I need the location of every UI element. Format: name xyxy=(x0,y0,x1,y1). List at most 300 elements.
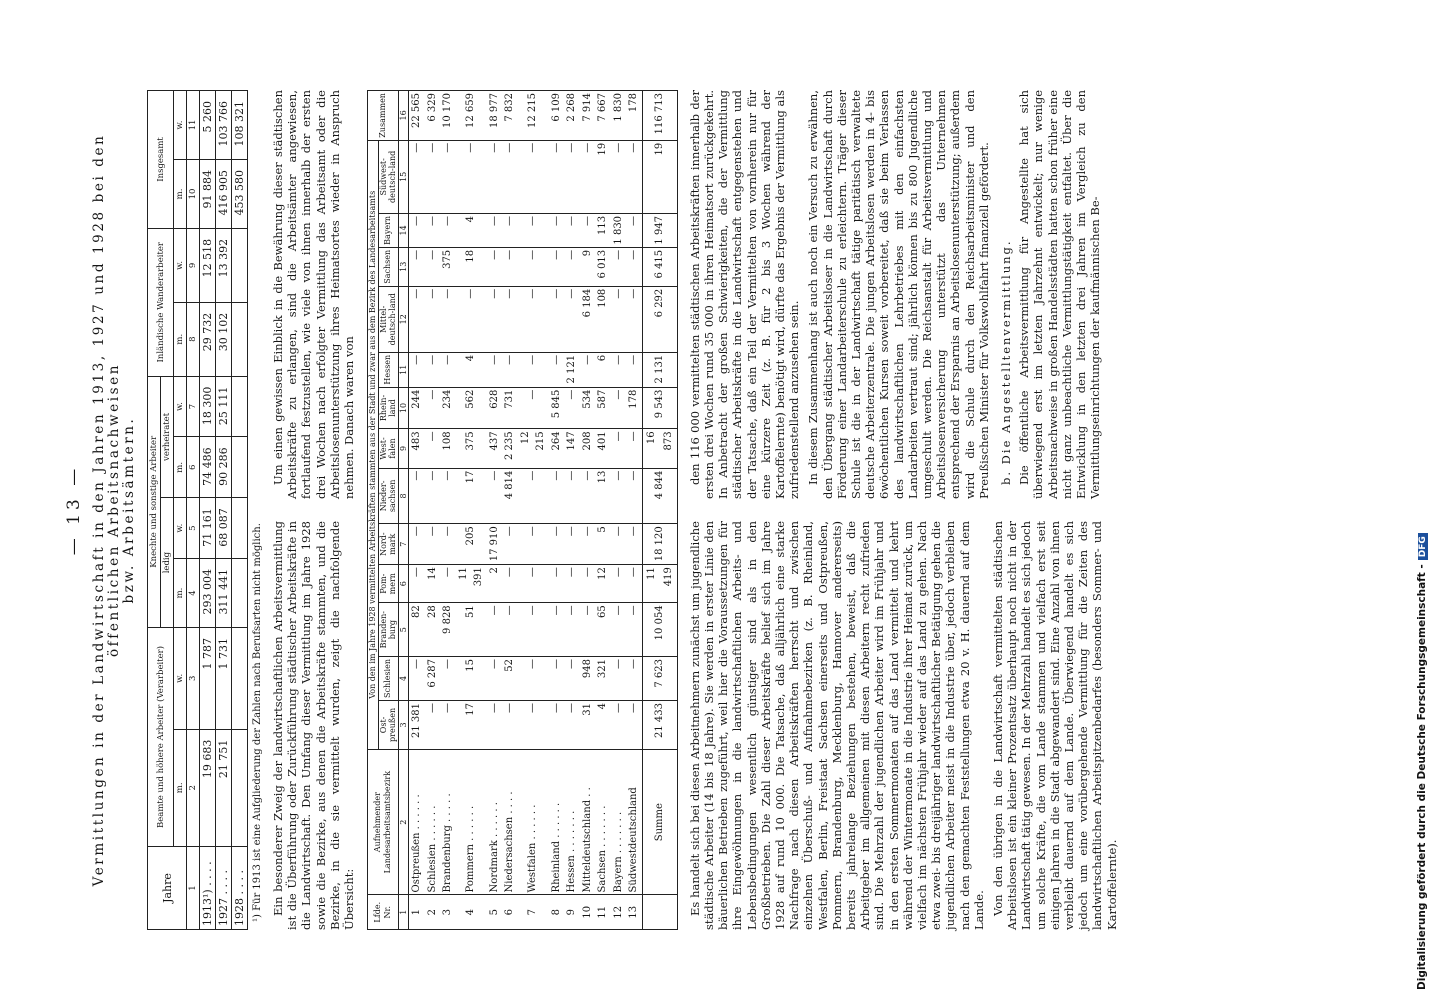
value-cell: — xyxy=(611,657,627,701)
value-cell: 90 286 xyxy=(216,437,232,498)
value-cell: 13 392 xyxy=(216,228,232,302)
rotated-page-content xyxy=(60,90,1390,930)
col-header-w: w. xyxy=(174,91,187,160)
row-number: 5 xyxy=(487,895,503,930)
value-cell: 562 xyxy=(456,387,487,429)
value-cell: 17 910 xyxy=(487,524,503,565)
col-header-insgesamt: Insgesamt xyxy=(148,91,174,229)
page-number: — 13 — xyxy=(64,464,84,556)
table-row xyxy=(564,91,580,930)
paragraph: Es handelt sich bei diesen Arbeitnehmern zunächst um jugendliche städtische Arbeiter (14 bis 18 Jahre). Sie werden in erster Linie den bäuerlichen Betrieben zugeführt, weil hier die Voraussetzungen für ihre Eingewöhnungen in die landwirtschaftlichen Arbeits- und Lebensbedingungen wesentlich günstiger sind als in den Großbetrieben. Die Zahl dieser Arbeitskräfte belief sich im Jahre 1928 auf rund 10 000. Die Tatsache, daß alljährlich eine starke Nachfrage nach diesen Arbeitskräften herrscht und zwischen einzelnen Überschuß- und Aufnahmebezirken (z. B. Rheinland, Westfalen, Berlin, Freistaat Sachsen einerseits und Ostpreußen, Pommern, Brandenburg, Mecklenburg, Hannover andererseits) bereits jahrelange Beziehungen bestehen, beweist, daß die Arbeitgeber im allgemeinen mit diesen Arbeitern recht zufrieden sind. Die Mehrzahl der jugendlichen Arbeiter wird im Frühjahr und in den ersten Sommermonaten auf das Land vermittelt und kehrt während der Wintermonate in die Industrie ihrer Heimat zurück, um vielfach im nächsten Frühjahr wieder auf das Land zu gehen. Nach etwa zwei- bis dreijähriger landwirtschaftlicher Betätigung gehen die jugendlichen Arbeiter meist in die Industrie über, jedoch verbleiben nach den gemachten Feststellungen etwa 20 v. H. dauernd auf dem Lande. xyxy=(687,521,986,930)
value-cell: — xyxy=(518,468,549,524)
body-text xyxy=(688,90,1124,930)
row-number: 13 xyxy=(626,895,642,930)
col-number: 2 xyxy=(187,729,200,846)
value-cell: — xyxy=(487,603,503,657)
value-cell: — xyxy=(626,352,642,387)
value-cell: — xyxy=(549,524,565,565)
value-cell: — xyxy=(626,468,642,524)
value-cell: — xyxy=(564,247,580,286)
total-cell: 1 947 xyxy=(642,213,677,247)
total-cell: 10 054 xyxy=(642,603,677,657)
value-cell: 108 xyxy=(440,429,456,468)
region-header: West-falen xyxy=(378,429,398,468)
value-cell: — xyxy=(487,352,503,387)
year-cell: 1913¹) . . . . xyxy=(200,846,216,929)
col-header-m: m. xyxy=(174,559,187,628)
value-cell xyxy=(232,559,248,628)
value-cell: — xyxy=(456,140,487,213)
col-number: 3 xyxy=(187,627,200,729)
value-cell: 1 787 xyxy=(200,627,216,729)
table-row xyxy=(425,91,441,930)
value-cell: — xyxy=(564,657,580,701)
col-number: 12 xyxy=(398,286,409,352)
table-title-line1: Vermittlungen in der Landwirtschaft in den Jahren 1913, 1927 und 1928 bei den öffentlichen Arbeitsnachweisen xyxy=(91,133,122,887)
column-right xyxy=(271,90,361,499)
value-cell xyxy=(232,302,248,376)
value-cell: 453 580 xyxy=(232,160,248,229)
value-cell: — xyxy=(502,213,518,247)
value-cell: 21 381 xyxy=(409,700,425,749)
urban-workers-table-body xyxy=(409,91,643,930)
value-cell: 483 xyxy=(409,429,425,468)
value-cell: 4 814 xyxy=(502,468,518,524)
value-cell: 82 xyxy=(409,603,425,657)
row-number: 7 xyxy=(518,895,549,930)
value-cell: — xyxy=(518,247,549,286)
col-header-w: w. xyxy=(174,498,187,559)
value-cell: — xyxy=(580,140,596,213)
value-cell: 29 732 xyxy=(200,302,216,376)
value-cell: — xyxy=(518,700,549,749)
value-cell: — xyxy=(626,429,642,468)
footnote: ¹) Für 1913 ist eine Aufgliederung der Zahlen nach Berufsarten nicht möglich. xyxy=(252,523,263,922)
col-header-wanderarbeiter: Inländische Wanderarbeiter xyxy=(148,228,174,376)
table-row xyxy=(456,91,487,930)
value-cell: — xyxy=(564,387,580,429)
value-cell: — xyxy=(440,700,456,749)
value-cell: — xyxy=(549,657,565,701)
value-cell: — xyxy=(549,140,565,213)
value-cell: — xyxy=(425,140,441,213)
value-cell: — xyxy=(409,247,425,286)
value-cell: — xyxy=(549,247,565,286)
col-number: 11 xyxy=(187,91,200,160)
value-cell: 628 xyxy=(487,387,503,429)
value-cell: 15 xyxy=(456,657,487,701)
value-cell: — xyxy=(564,524,580,565)
value-cell: 147 xyxy=(564,429,580,468)
district-label: Schlesien . . . . . . xyxy=(425,749,441,895)
value-cell: — xyxy=(440,657,456,701)
col-header-m: m. xyxy=(174,302,187,376)
district-label: Bayern . . . . . . . xyxy=(611,749,627,895)
col-number: 16 xyxy=(398,91,409,141)
value-cell: — xyxy=(518,387,549,429)
value-cell: — xyxy=(487,468,503,524)
credit-text: Digitalisierung gefördert durch die Deutsche Forschungsgemeinschaft - xyxy=(1416,564,1428,990)
value-cell: — xyxy=(425,524,441,565)
value-cell: — xyxy=(626,247,642,286)
value-cell: — xyxy=(502,286,518,352)
value-cell: — xyxy=(580,524,596,565)
value-cell: 401 xyxy=(595,429,611,468)
value-cell: 18 xyxy=(456,247,487,286)
value-cell xyxy=(232,437,248,498)
value-cell: — xyxy=(611,524,627,565)
col-header-bezirk: Aufnehmender Landesarbeitsamtsbezirk xyxy=(368,749,399,895)
total-cell: 7 623 xyxy=(642,657,677,701)
value-cell: — xyxy=(440,213,456,247)
region-header: Nieder-sachsen xyxy=(378,468,398,524)
total-cell: 6 415 xyxy=(642,247,677,286)
value-cell: 5 260 xyxy=(200,91,216,160)
col-header-verheiratet: verheiratet xyxy=(161,376,174,498)
value-cell: 4 xyxy=(456,352,487,387)
col-number: 11 xyxy=(398,352,409,387)
value-cell: 65 xyxy=(595,603,611,657)
value-cell: 28 xyxy=(425,603,441,657)
district-label: Nordmark . . . . . . xyxy=(487,749,503,895)
value-cell: 30 102 xyxy=(216,302,232,376)
district-label: Rheinland . . . . . . xyxy=(549,749,565,895)
row-number: 11 xyxy=(595,895,611,930)
value-cell: — xyxy=(409,286,425,352)
col-number: 6 xyxy=(187,437,200,498)
value-cell: — xyxy=(626,657,642,701)
value-cell xyxy=(232,376,248,437)
value-cell: 6 329 xyxy=(425,91,441,141)
value-cell: — xyxy=(626,213,642,247)
value-cell: 534 xyxy=(580,387,596,429)
value-cell: 108 321 xyxy=(232,91,248,160)
value-cell: — xyxy=(580,352,596,387)
col-number: 14 xyxy=(398,213,409,247)
row-number: 1 xyxy=(409,895,425,930)
placements-table xyxy=(147,90,248,930)
col-number: 4 xyxy=(398,657,409,701)
region-header: Hessen xyxy=(378,352,398,387)
value-cell: 18 977 xyxy=(487,91,503,141)
dfg-logo: DFG xyxy=(1418,533,1428,560)
value-cell: 178 xyxy=(626,387,642,429)
col-number: 7 xyxy=(187,376,200,437)
value-cell: 205 xyxy=(456,524,487,565)
value-cell: — xyxy=(487,213,503,247)
region-header: Schlesien xyxy=(378,657,398,701)
value-cell: 19 683 xyxy=(200,729,216,846)
total-cell: 16 873 xyxy=(642,429,677,468)
value-cell: 12 659 xyxy=(456,91,487,141)
value-cell: — xyxy=(518,603,549,657)
value-cell: 13 xyxy=(595,468,611,524)
table-row xyxy=(580,91,596,930)
value-cell: — xyxy=(487,657,503,701)
value-cell: — xyxy=(626,524,642,565)
paragraph: Ein besonderer Zweig der landwirtschaftlichen Arbeitsvermittlung ist die Überführung oder Zurückführung städtischer Arbeitskräfte in die Landwirtschaft. Den Umfang dieser Vermittlung im Jahre 1928 sowie die Bezirke, aus denen die Arbeitskräfte stammten, und die Bezirke, in die sie vermittelt wurden, zeigt die nachfolgende Übersicht: xyxy=(271,521,357,930)
col-number: 2 xyxy=(398,749,409,895)
value-cell: — xyxy=(549,286,565,352)
value-cell xyxy=(232,498,248,559)
value-cell: — xyxy=(456,286,487,352)
value-cell: 7 832 xyxy=(502,91,518,141)
value-cell: — xyxy=(502,140,518,213)
value-cell xyxy=(232,729,248,846)
col-number: 9 xyxy=(398,429,409,468)
value-cell: 311 441 xyxy=(216,559,232,628)
table-title-line2: bzw. Arbeitsämtern. xyxy=(121,416,137,604)
value-cell: 2 235 xyxy=(502,429,518,468)
table-row xyxy=(409,91,425,930)
value-cell: — xyxy=(425,286,441,352)
value-cell: 1 731 xyxy=(216,627,232,729)
row-number: 6 xyxy=(502,895,518,930)
value-cell: 293 004 xyxy=(200,559,216,628)
paragraph: In diesem Zusammenhang ist auch noch ein Versuch zu erwähnen, den Übergang städtischer Arbeitsloser in die Landwirtschaft durch Förderung einer Landarbeiterschule zu erleichtern. Träger dieser Schule ist die in der Landwirtschaft tätige paritätisch verwaltete deutsche Arbeiterzentrale. Die jungen Arbeitslosen werden in 4- bis 6wöchentlichen Kursen soweit vorbereitet, daß sie beim Verlassen des landwirtschaftlichen Lehrbetriebes mit den einfachsten Landarbeiten vertraut sind; jährlich können bis zu 800 Jugendliche umgeschult werden. Die Reichsanstalt für Arbeitsvermittlung und Arbeitslosenversicherung unterstützt das Unternehmen entsprechend der Ersparnis an Arbeitslosenunterstützung; außerdem wird die Schule durch den Reichsarbeitsminister und den Preußischen Minister für Volkswohlfahrt finanziell gefördert. xyxy=(806,90,991,499)
value-cell: 208 xyxy=(580,429,596,468)
value-cell: — xyxy=(626,286,642,352)
value-cell: 244 xyxy=(409,387,425,429)
row-number: 3 xyxy=(440,895,456,930)
placements-table-body xyxy=(200,91,248,930)
value-cell: — xyxy=(425,387,441,429)
value-cell: — xyxy=(425,213,441,247)
value-cell: — xyxy=(518,352,549,387)
value-cell: 68 087 xyxy=(216,498,232,559)
col-header-w: w. xyxy=(174,376,187,437)
value-cell: 19 xyxy=(595,140,611,213)
value-cell: — xyxy=(611,429,627,468)
value-cell: — xyxy=(611,352,627,387)
value-cell: — xyxy=(626,565,642,603)
col-number: 15 xyxy=(398,140,409,213)
col-header-m: m. xyxy=(174,437,187,498)
value-cell: — xyxy=(611,468,627,524)
value-cell: — xyxy=(487,700,503,749)
value-cell: — xyxy=(440,524,456,565)
value-cell: 6 184 xyxy=(580,286,596,352)
region-header: Ost-preußen xyxy=(378,700,398,749)
value-cell: 25 111 xyxy=(216,376,232,437)
value-cell: — xyxy=(518,213,549,247)
value-cell: — xyxy=(549,565,565,603)
col-number: 1 xyxy=(187,846,200,929)
value-cell: 2 121 xyxy=(564,352,580,387)
value-cell: 17 xyxy=(456,700,487,749)
value-cell: 18 300 xyxy=(200,376,216,437)
value-cell: 6 xyxy=(595,352,611,387)
value-cell: — xyxy=(409,468,425,524)
value-cell: — xyxy=(502,700,518,749)
value-cell: 21 751 xyxy=(216,729,232,846)
col-number: 8 xyxy=(398,468,409,524)
row-number: 12 xyxy=(611,895,627,930)
value-cell: — xyxy=(502,565,518,603)
value-cell: 587 xyxy=(595,387,611,429)
region-header: Pom-mern xyxy=(378,565,398,603)
value-cell: — xyxy=(502,352,518,387)
row-number: 4 xyxy=(456,895,487,930)
value-cell: — xyxy=(564,286,580,352)
value-cell: 4 xyxy=(595,700,611,749)
value-cell: — xyxy=(502,247,518,286)
col-number: 6 xyxy=(398,565,409,603)
value-cell: 14 xyxy=(425,565,441,603)
value-cell: — xyxy=(549,352,565,387)
value-cell: 731 xyxy=(502,387,518,429)
value-cell: — xyxy=(518,657,549,701)
region-header: Branden-burg xyxy=(378,603,398,657)
col-header-m: m. xyxy=(174,160,187,229)
total-row xyxy=(642,91,677,930)
value-cell: — xyxy=(409,140,425,213)
value-cell: 71 161 xyxy=(200,498,216,559)
region-header: Mittel-deutsch-land xyxy=(378,286,398,352)
col-number: 10 xyxy=(398,387,409,429)
col-number: 4 xyxy=(187,559,200,628)
value-cell: 7 914 xyxy=(580,91,596,141)
col-header-group: Von den im Jahre 1928 vermittelten Arbeitskräften stammten aus der Stadt und zwar aus dem Bezirk des Landesarbeitsamts xyxy=(368,140,379,749)
value-cell: — xyxy=(487,247,503,286)
value-cell: 416 905 xyxy=(216,160,232,229)
col-header-m: m. xyxy=(174,729,187,846)
table-row xyxy=(595,91,611,930)
value-cell: — xyxy=(425,700,441,749)
value-cell: — xyxy=(518,140,549,213)
row-number: 2 xyxy=(425,895,441,930)
value-cell: — xyxy=(626,603,642,657)
row-number: 8 xyxy=(549,895,565,930)
column-left xyxy=(271,521,361,930)
value-cell: — xyxy=(440,286,456,352)
district-label: Hessen . . . . . . . xyxy=(564,749,580,895)
value-cell: — xyxy=(502,524,518,565)
district-label: Ostpreußen . . . . . . xyxy=(409,749,425,895)
district-label: Mitteldeutschland . . xyxy=(580,749,596,895)
value-cell: — xyxy=(564,565,580,603)
row-number: 9 xyxy=(564,895,580,930)
year-cell: 1927 . . . . xyxy=(216,846,232,929)
value-cell: 9 828 xyxy=(440,603,456,657)
value-cell: — xyxy=(549,468,565,524)
value-cell: — xyxy=(564,700,580,749)
total-spacer xyxy=(642,895,677,930)
table-row xyxy=(232,91,248,930)
col-number: 9 xyxy=(187,228,200,302)
value-cell: — xyxy=(549,213,565,247)
paragraph: Um einen gewissen Einblick in die Bewährung dieser städtischen Arbeitskräfte zu erlangen, sind die Arbeitsämter angewiesen, fortlaufend festzustellen, wie viele von ihnen innerhalb der ersten drei Wochen nach erfolgter Vermittlung das Arbeitsamt oder die Arbeitslosenunterstützung ihres Heimatsortes wieder in Anspruch nehmen. Danach waren von xyxy=(271,90,357,499)
value-cell: — xyxy=(425,429,441,468)
table-row xyxy=(549,91,565,930)
value-cell: — xyxy=(626,700,642,749)
value-cell xyxy=(232,228,248,302)
value-cell: — xyxy=(580,603,596,657)
value-cell: 12 xyxy=(595,565,611,603)
col-header-w: w. xyxy=(174,228,187,302)
total-cell: 9 543 xyxy=(642,387,677,429)
district-label: Brandenburg . . . . . xyxy=(440,749,456,895)
col-header-w: w. xyxy=(174,627,187,729)
value-cell: — xyxy=(487,286,503,352)
value-cell: 375 xyxy=(440,247,456,286)
value-cell: — xyxy=(409,213,425,247)
table-row xyxy=(611,91,627,930)
total-cell: 21 433 xyxy=(642,700,677,749)
value-cell: 2 xyxy=(487,565,503,603)
value-cell: — xyxy=(409,524,425,565)
value-cell: — xyxy=(611,286,627,352)
value-cell: — xyxy=(502,603,518,657)
col-number: 8 xyxy=(187,302,200,376)
col-number: 10 xyxy=(187,160,200,229)
value-cell: — xyxy=(518,524,549,565)
value-cell: 22 565 xyxy=(409,91,425,141)
district-label: Südwestdeutschland xyxy=(626,749,642,895)
year-cell: 1928 . . . . xyxy=(232,846,248,929)
value-cell: 6 013 xyxy=(595,247,611,286)
value-cell: — xyxy=(440,468,456,524)
value-cell: 108 xyxy=(595,286,611,352)
value-cell: 6 109 xyxy=(549,91,565,141)
value-cell xyxy=(232,627,248,729)
value-cell: — xyxy=(580,468,596,524)
value-cell: — xyxy=(440,565,456,603)
col-header-zusammen: Zusammen xyxy=(368,91,399,141)
value-cell: — xyxy=(611,700,627,749)
col-number: 7 xyxy=(398,524,409,565)
value-cell: — xyxy=(425,468,441,524)
value-cell: 17 xyxy=(456,468,487,524)
column-right xyxy=(688,90,1124,499)
district-label: Pommern . . . . . . xyxy=(456,749,487,895)
row-number: 10 xyxy=(580,895,596,930)
total-cell: 4 844 xyxy=(642,468,677,524)
paragraph: Die öffentliche Arbeitsvermittlung für Angestellte hat sich überwiegend erst im letzten Jahrzehnt entwickelt; nur wenige Arbeitsnachweise in großen Handelsstädten hatten schon früher eine nicht ganz unbeachtliche Vermittlungstätigkeit entfaltet. Über die Entwicklung in den letzten drei Jahren im Vergleich zu den Vermittlungseinrichtungen der kaufmännischen Be- xyxy=(1017,90,1103,499)
value-cell: — xyxy=(549,700,565,749)
value-cell: 51 xyxy=(456,603,487,657)
value-cell: 12 215 xyxy=(518,91,549,141)
district-label: Niedersachsen . . . . xyxy=(502,749,518,895)
region-header: Nord-mark xyxy=(378,524,398,565)
digitization-credit xyxy=(1416,30,1430,990)
value-cell: 264 xyxy=(549,429,565,468)
urban-workers-table xyxy=(367,90,678,930)
value-cell: — xyxy=(425,352,441,387)
value-cell: — xyxy=(564,603,580,657)
value-cell: — xyxy=(611,387,627,429)
table-row xyxy=(626,91,642,930)
value-cell: 74 486 xyxy=(200,437,216,498)
value-cell: 1 830 xyxy=(611,91,627,141)
value-cell: 12 215 xyxy=(518,429,549,468)
value-cell: — xyxy=(409,352,425,387)
value-cell: 31 xyxy=(580,700,596,749)
value-cell: — xyxy=(611,603,627,657)
table-row xyxy=(502,91,518,930)
value-cell: — xyxy=(440,352,456,387)
col-header-lfde-nr: Lfde. Nr. xyxy=(368,895,399,930)
table-row xyxy=(216,91,232,930)
value-cell: 1 830 xyxy=(611,213,627,247)
value-cell: — xyxy=(580,213,596,247)
value-cell: — xyxy=(549,603,565,657)
value-cell: — xyxy=(580,565,596,603)
table-row xyxy=(200,91,216,930)
column-number-row xyxy=(398,91,409,930)
value-cell: 5 xyxy=(595,524,611,565)
value-cell: 4 xyxy=(456,213,487,247)
